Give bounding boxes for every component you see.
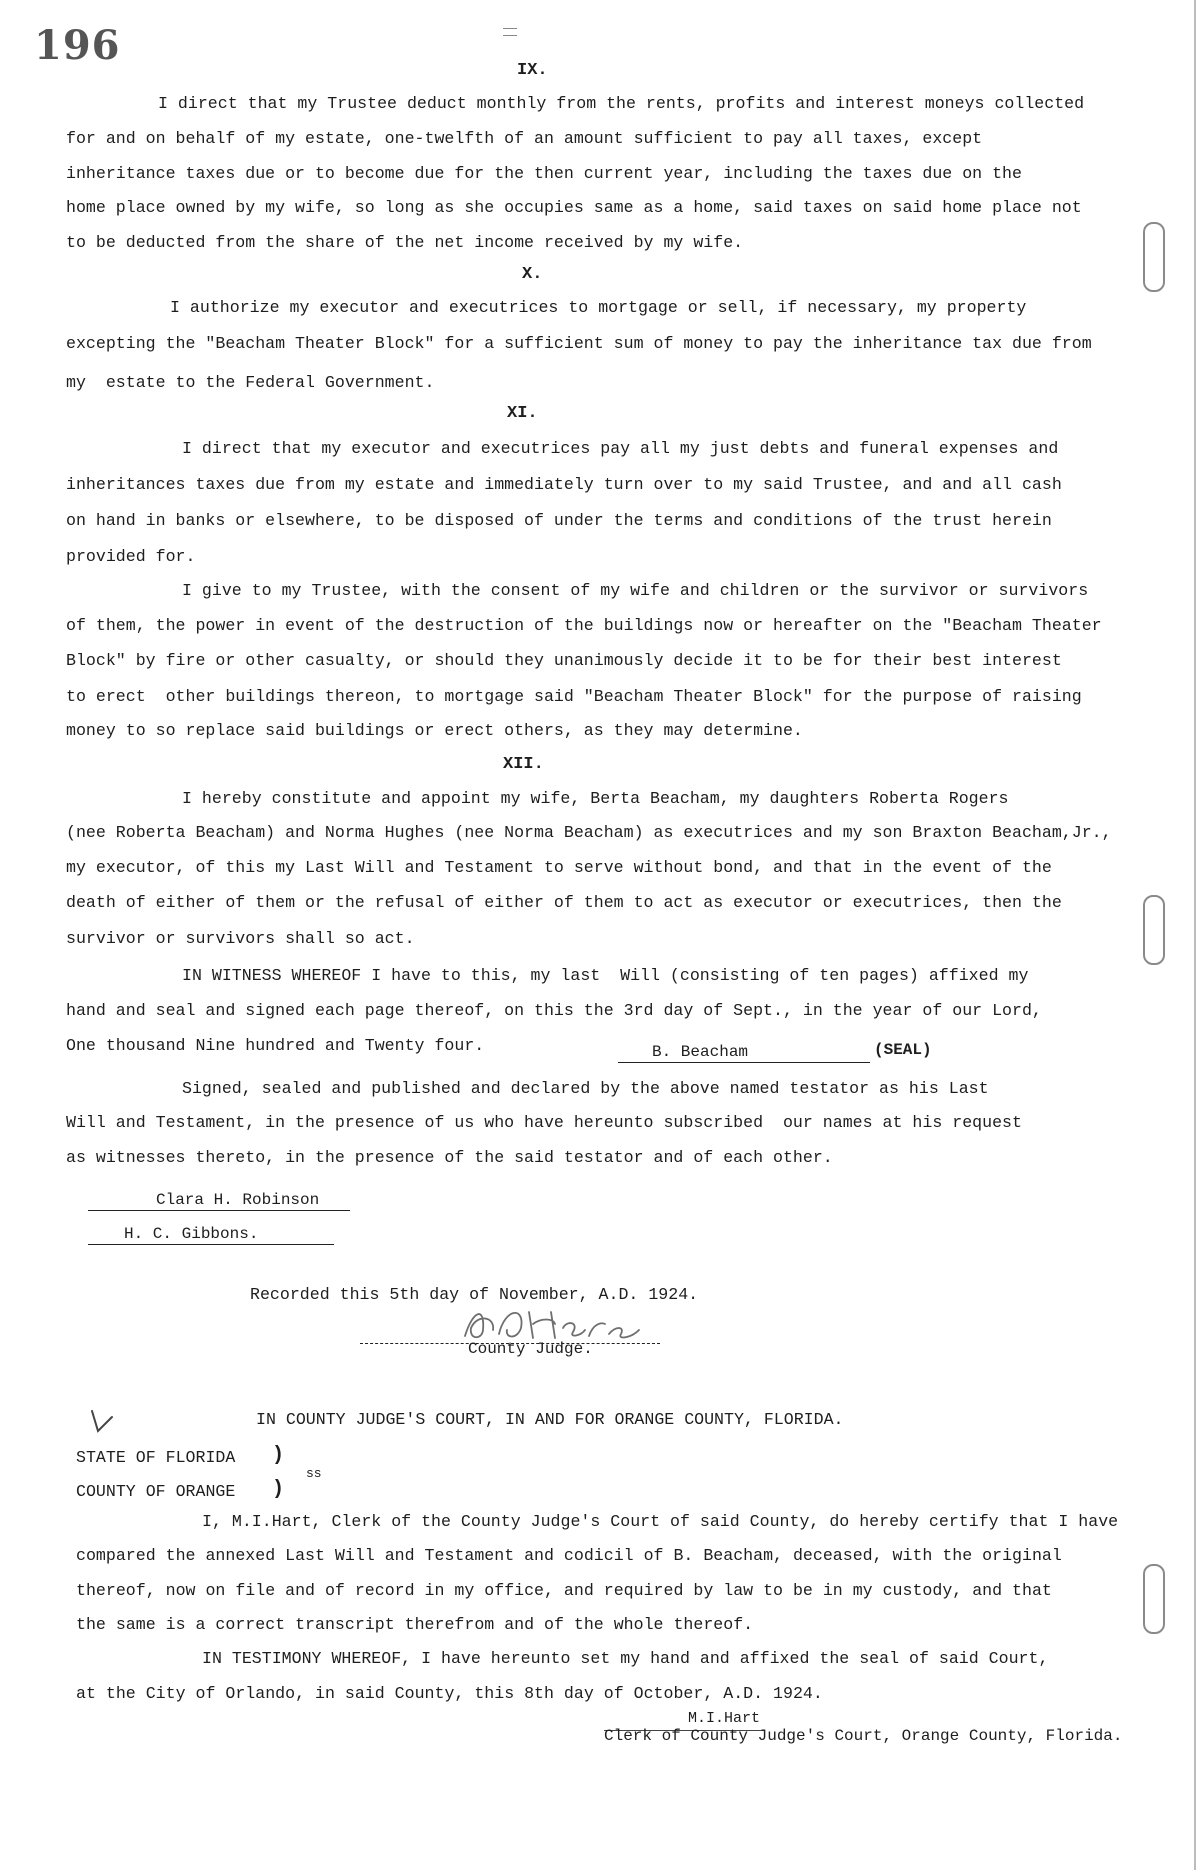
text-line: to be deducted from the share of the net income received by my wife. — [66, 233, 744, 252]
section-heading-ix: IX. — [517, 61, 548, 80]
court-heading: IN COUNTY JUDGE'S COURT, IN AND FOR ORANGE COUNTY, FLORIDA. — [256, 1410, 844, 1429]
text-line: my estate to the Federal Government. — [66, 373, 435, 392]
witness-1-signature: Clara H. Robinson — [156, 1191, 320, 1209]
text-line: (nee Roberta Beacham) and Norma Hughes (nee Norma Beacham) as executrices and my son Braxton Beacham,Jr., — [66, 823, 1112, 842]
clerk-signature: M.I.Hart — [688, 1710, 761, 1727]
bracket-right: ) — [272, 1478, 285, 1501]
text-line: IN WITNESS WHEREOF I have to this, my last Will (consisting of ten pages) affixed my — [182, 966, 1029, 985]
binder-hole — [1143, 895, 1165, 965]
text-line: compared the annexed Last Will and Testament and codicil of B. Beacham, deceased, with the original — [76, 1546, 1062, 1565]
section-heading-xi: XI. — [507, 404, 538, 423]
text-line: at the City of Orlando, in said County, this 8th day of October, A.D. 1924. — [76, 1684, 823, 1703]
clerk-title: Clerk of County Judge's Court, Orange County, Florida. — [604, 1727, 1123, 1745]
text-line: for and on behalf of my estate, one-twelfth of an amount sufficient to pay all taxes, except — [66, 129, 983, 148]
text-line: inheritances taxes due from my estate and immediately turn over to my said Trustee, and and all cash — [66, 475, 1062, 494]
text-line: of them, the power in event of the destruction of the buildings now or hereafter on the "Beacham Theater — [66, 616, 1102, 635]
judge-title: County Judge. — [468, 1340, 593, 1358]
seal-label: (SEAL) — [874, 1041, 932, 1059]
text-line: One thousand Nine hundred and Twenty four. — [66, 1036, 485, 1055]
text-line: inheritance taxes due or to become due for the then current year, including the taxes due on the — [66, 164, 1022, 183]
binder-hole — [1143, 1564, 1165, 1634]
text-line: I hereby constitute and appoint my wife, Berta Beacham, my daughters Roberta Rogers — [182, 789, 1009, 808]
text-line: money to so replace said buildings or erect others, as they may determine. — [66, 721, 803, 740]
ss-label: ss — [306, 1466, 322, 1481]
section-heading-xii: XII. — [503, 755, 544, 774]
page-edge — [1194, 0, 1196, 1870]
bracket-right: ) — [272, 1444, 285, 1467]
text-line: I give to my Trustee, with the consent of my wife and children or the survivor or survivors — [182, 581, 1089, 600]
text-line: provided for. — [66, 547, 196, 566]
page-number: 196 — [34, 22, 121, 69]
recorded-line: Recorded this 5th day of November, A.D. 1924. — [250, 1285, 699, 1304]
text-line: home place owned by my wife, so long as she occupies same as a home, said taxes on said home place not — [66, 198, 1082, 217]
check-mark-icon — [86, 1405, 116, 1435]
text-line: the same is a correct transcript therefrom and of the whole thereof. — [76, 1615, 754, 1634]
text-line: thereof, now on file and of record in my office, and required by law to be in my custody, and that — [76, 1581, 1052, 1600]
text-line: as witnesses thereto, in the presence of the said testator and of each other. — [66, 1148, 833, 1167]
top-mark — [503, 28, 517, 36]
witness-2-signature: H. C. Gibbons. — [124, 1225, 259, 1243]
text-line: my executor, of this my Last Will and Testament to serve without bond, and that in the event of the — [66, 858, 1052, 877]
text-line: on hand in banks or elsewhere, to be disposed of under the terms and conditions of the trust herein — [66, 511, 1052, 530]
text-line: Signed, sealed and published and declared by the above named testator as his Last — [182, 1079, 989, 1098]
text-line: IN TESTIMONY WHEREOF, I have hereunto set my hand and affixed the seal of said Court, — [202, 1649, 1049, 1668]
text-line: I direct that my executor and executrices pay all my just debts and funeral expenses and — [182, 439, 1059, 458]
testator-signature: B. Beacham — [652, 1043, 749, 1061]
text-line: survivor or survivors shall so act. — [66, 929, 415, 948]
county-label: COUNTY OF ORANGE — [76, 1482, 236, 1501]
text-line: I, M.I.Hart, Clerk of the County Judge's Court of said County, do hereby certify that I have — [202, 1512, 1119, 1531]
text-line: I authorize my executor and executrices to mortgage or sell, if necessary, my property — [170, 298, 1027, 317]
text-line: death of either of them or the refusal of either of them to act as executor or executrices, then the — [66, 893, 1062, 912]
text-line: Block" by fire or other casualty, or should they unanimously decide it to be for their best interest — [66, 651, 1062, 670]
binder-hole — [1143, 222, 1165, 292]
text-line: excepting the "Beacham Theater Block" for a sufficient sum of money to pay the inheritance tax due from — [66, 334, 1092, 353]
text-line: to erect other buildings thereon, to mortgage said "Beacham Theater Block" for the purpose of raising — [66, 687, 1082, 706]
state-label: STATE OF FLORIDA — [76, 1448, 236, 1467]
section-heading-x: X. — [522, 265, 543, 284]
text-line: hand and seal and signed each page thereof, on this the 3rd day of Sept., in the year of our Lord, — [66, 1001, 1042, 1020]
text-line: I direct that my Trustee deduct monthly from the rents, profits and interest moneys collected — [158, 94, 1085, 113]
text-line: Will and Testament, in the presence of us who have hereunto subscribed our names at his request — [66, 1113, 1022, 1132]
